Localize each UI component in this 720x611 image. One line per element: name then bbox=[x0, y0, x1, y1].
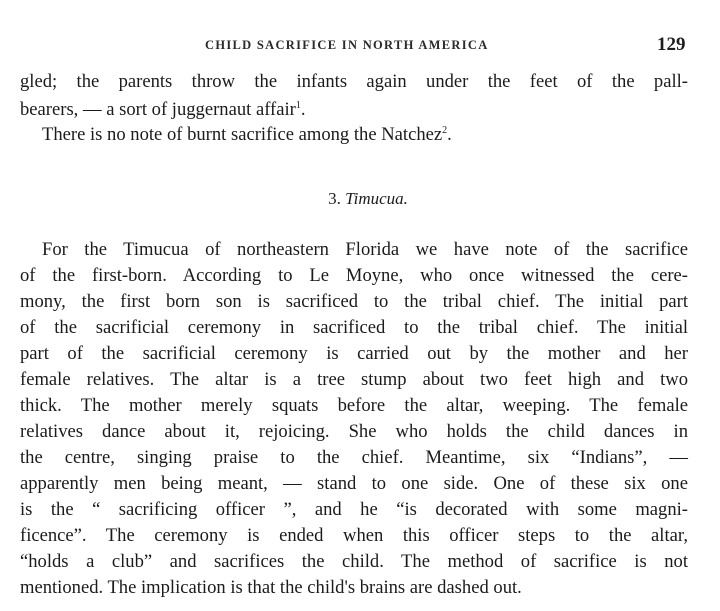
body-line: ficence”. The ceremony is ended when this officer steps to the altar, bbox=[20, 525, 688, 546]
opening-line-3-text: There is no note of burnt sacrifice among the Natchez bbox=[42, 124, 443, 145]
opening-line-3 bbox=[42, 123, 452, 147]
opening-line-2 bbox=[20, 98, 306, 122]
opening-line-2-tail: . bbox=[300, 99, 306, 120]
body-line: mony, the first born son is sacrificed to the tribal chief. The initial part bbox=[20, 291, 688, 312]
body-line: is the “ sacrificing officer ”, and he “is decorated with some magni- bbox=[20, 499, 688, 520]
body-line: For the Timucua of northeastern Florida we have note of the sacrifice bbox=[42, 239, 688, 260]
body-line: of the sacrificial ceremony in sacrificed to the tribal chief. The initial bbox=[20, 317, 688, 338]
section-number: 3. bbox=[328, 189, 341, 208]
body-line: “holds a club” and sacrifices the child. The method of sacrifice is not bbox=[20, 551, 688, 572]
footnote-ref-1: 1 bbox=[295, 100, 301, 111]
opening-line-1: gled; the parents throw the infants again under the feet of the pall- bbox=[20, 71, 688, 92]
body-line: relatives dance about it, rejoicing. She who holds the child dances in bbox=[20, 421, 688, 442]
running-title: CHILD SACRIFICE IN NORTH AMERICA bbox=[205, 38, 489, 52]
body-line: the centre, singing praise to the chief. Meantime, six “Indians”, — bbox=[20, 447, 688, 468]
opening-line-3-tail: . bbox=[447, 124, 452, 145]
section-heading bbox=[0, 188, 720, 210]
body-line: part of the sacrificial ceremony is carried out by the mother and her bbox=[20, 343, 688, 364]
body-line: mentioned. The implication is that the child's brains are dashed out. bbox=[20, 577, 522, 598]
body-line: female relatives. The altar is a tree stump about two feet high and two bbox=[20, 369, 688, 390]
footnote-ref-2: 2 bbox=[442, 125, 448, 136]
running-head bbox=[0, 34, 720, 58]
opening-line-2-text: bearers, — a sort of juggernaut affair bbox=[20, 99, 296, 120]
body-line: thick. The mother merely squats before the altar, weeping. The female bbox=[20, 395, 688, 416]
section-title: Timucua. bbox=[345, 189, 408, 208]
body-line: apparently men being meant, — stand to one side. One of these six one bbox=[20, 473, 688, 494]
body-line: of the first-born. According to Le Moyne, who once witnessed the cere- bbox=[20, 265, 688, 286]
page-number: 129 bbox=[657, 34, 686, 55]
